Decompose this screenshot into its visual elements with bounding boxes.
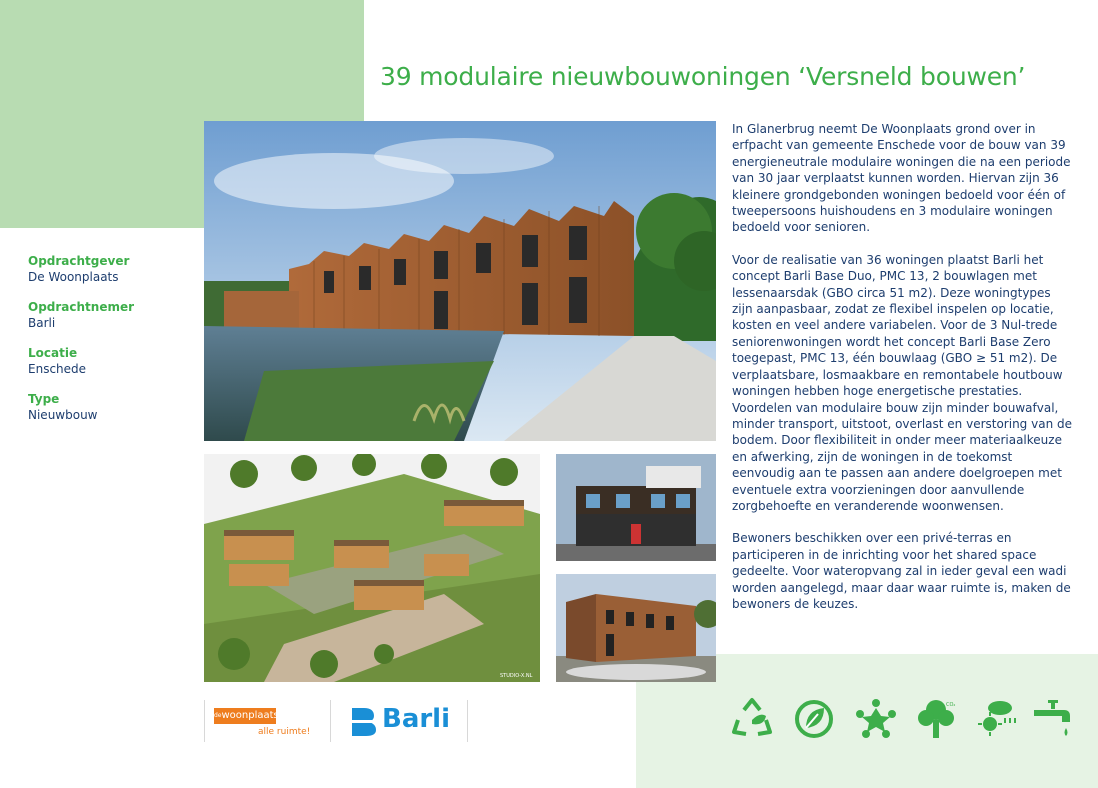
woonplaats-wordmark: woonplaats bbox=[221, 710, 279, 721]
water-tap-icon bbox=[1030, 696, 1074, 742]
meta-type bbox=[28, 391, 198, 423]
woonplaats-tagline: alle ruimte! bbox=[258, 727, 311, 737]
woonplaats-prefix: de bbox=[214, 712, 222, 719]
module-photo-image bbox=[556, 574, 716, 682]
main-render-image bbox=[204, 121, 716, 441]
aerial-render-image bbox=[204, 454, 540, 682]
meta-label: Opdrachtnemer bbox=[28, 300, 135, 314]
page-title: 39 modulaire nieuwbouwoningen ‘Versneld bouwen’ bbox=[380, 62, 1026, 91]
description-paragraph: In Glanerbrug neemt De Woonplaats grond over in erfpacht van gemeente Enschede voor de bouw van 39 energieneutrale modulaire woningen die na een periode van 30 jaar verplaatst kunnen worden. Hiervan zijn 36 kleinere grondgebonden woningen bedoeld voor één of tweepersoons huishoudens en 3 modulaire woningen bedoeld voor senioren. bbox=[732, 122, 1071, 235]
woonplaats-logo bbox=[214, 708, 279, 724]
divider bbox=[330, 700, 331, 742]
meta-value: Nieuwbouw bbox=[28, 408, 98, 422]
meta-label: Locatie bbox=[28, 346, 78, 360]
render-credit: STUDIO-X.NL bbox=[500, 673, 533, 679]
recycle-icon bbox=[730, 696, 774, 742]
meta-value: De Woonplaats bbox=[28, 270, 119, 284]
description-paragraph: Bewoners beschikken over een privé-terras en participeren in de inrichting voor het shared space gedeelte. Voor wateropvang zal in ieder geval een wadi worden aangelegd, maar daar waar ruimte is, maken de bewoners de keuzes. bbox=[732, 531, 1071, 611]
meta-location bbox=[28, 345, 198, 377]
meta-value: Enschede bbox=[28, 362, 87, 376]
project-meta bbox=[28, 253, 198, 437]
project-description bbox=[732, 121, 1072, 628]
divider bbox=[204, 700, 205, 742]
svg-text:CO₂: CO₂ bbox=[946, 702, 956, 708]
tree-icon bbox=[914, 696, 958, 742]
divider bbox=[467, 700, 468, 742]
meta-label: Type bbox=[28, 392, 60, 406]
description-paragraph: Voor de realisatie van 36 woningen plaatst Barli het concept Barli Base Duo, PMC 13, 2 bouwlagen met lessenaarsdak (GBO circa 51 m2). Deze woningtypes zijn aanpasbaar, zodat ze flexibel inspelen op locatie, kosten en veel andere variabelen. Voor de 3 Nul-trede seniorenwoningen wordt het concept Barli Base Zero toegepast, PMC 13, één bouwlaag (GBO ≥ 51 m2). De verplaatsbare, losmaakbare en remontabele houtbouw woningen hebben hoge energetische prestaties. Voordelen van modulaire bouw zijn minder bouwafval, minder transport, uitstoot, overlast en verstoring van de bodem. Door flexibiliteit in onder meer materiaalkeuze en afwerking, zijn de woningen in de toekomst eenvoudig aan te passen aan andere doelgroepen met eventuele extra voorzieningen door aanvullende zorgbehoefte en veranderende woonwensen. bbox=[732, 252, 1072, 513]
people-star-icon bbox=[854, 696, 898, 742]
meta-label: Opdrachtgever bbox=[28, 254, 130, 268]
meta-value: Barli bbox=[28, 316, 56, 330]
factory-photo-image bbox=[556, 454, 716, 561]
sun-rain-icon bbox=[974, 696, 1018, 742]
meta-contractor bbox=[28, 299, 198, 331]
meta-client bbox=[28, 253, 198, 285]
leaf-circle-icon bbox=[792, 696, 836, 742]
barli-wordmark: Barli bbox=[382, 704, 451, 734]
barli-mark-icon bbox=[350, 706, 378, 738]
